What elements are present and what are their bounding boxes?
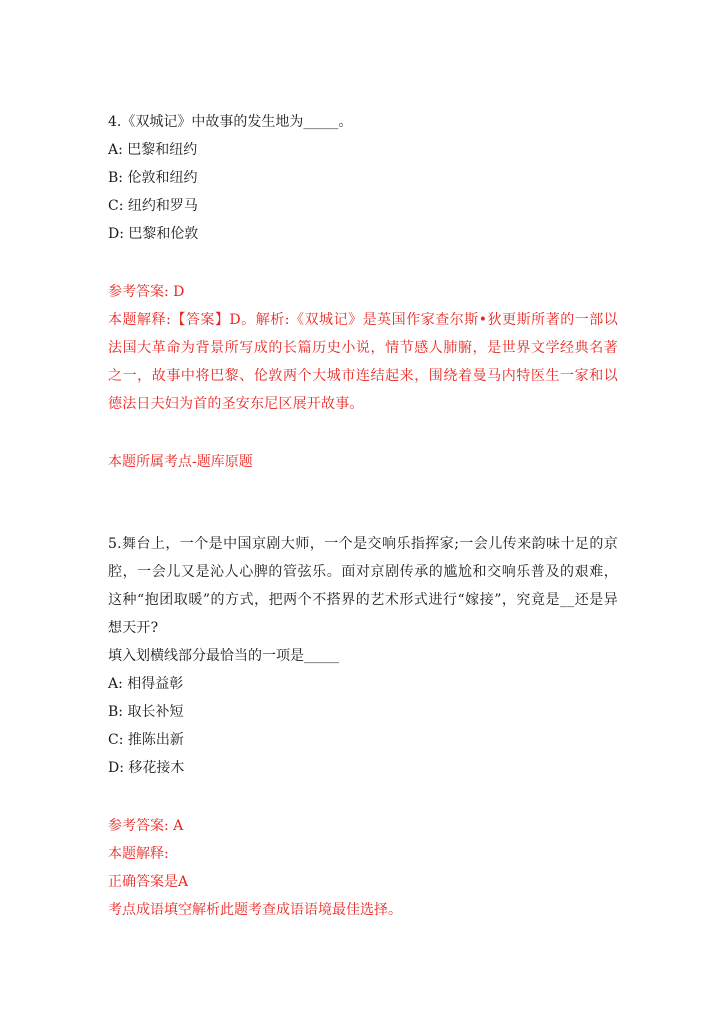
question-stem: 5.舞台上，一个是中国京剧大师，一个是交响乐指挥家;一会儿传来韵味十足的京腔，一会儿又是沁人心脾的管弦乐。面对京剧传承的尴尬和交响乐普及的艰难，这种“抱团取暖”的方式，把两个不搭界的艺术形式进行“嫁接”，究竟是__还是异想天开? (108, 536, 618, 636)
option-a: A: 巴黎和纽约 (108, 142, 198, 158)
question-stem: 4.《双城记》中故事的发生地为_____。 (108, 114, 353, 130)
option-c: C: 纽约和罗马 (108, 198, 198, 214)
reference-answer: 参考答案: A (108, 818, 184, 834)
option-d: D: 巴黎和伦敦 (108, 226, 199, 242)
question-instruction: 填入划横线部分最恰当的一项是_____ (108, 648, 339, 664)
correct-answer: 正确答案是A (108, 874, 189, 890)
topic-label: 本题所属考点-题库原题 (108, 454, 253, 470)
option-b: B: 伦敦和纽约 (108, 170, 198, 186)
explanation-text: 本题解释:【答案】D。解析:《双城记》是英国作家查尔斯•狄更斯所著的一部以法国大革命为背景所写成的长篇历史小说，情节感人肺腑，是世界文学经典名著之一，故事中将巴黎、伦敦两个大城市连结起来，围绕着曼马内特医生一家和以德法日夫妇为首的圣安东尼区展开故事。 (108, 312, 618, 412)
reference-answer: 参考答案: D (108, 284, 185, 300)
question-5 (108, 530, 618, 924)
option-d: D: 移花接木 (108, 760, 185, 776)
option-c: C: 推陈出新 (108, 732, 184, 748)
question-4 (108, 108, 618, 476)
option-a: A: 相得益彰 (108, 676, 184, 692)
analysis-text: 考点成语填空解析此题考查成语语境最佳选择。 (108, 902, 402, 918)
explanation-label: 本题解释: (108, 846, 169, 862)
option-b: B: 取长补短 (108, 704, 184, 720)
